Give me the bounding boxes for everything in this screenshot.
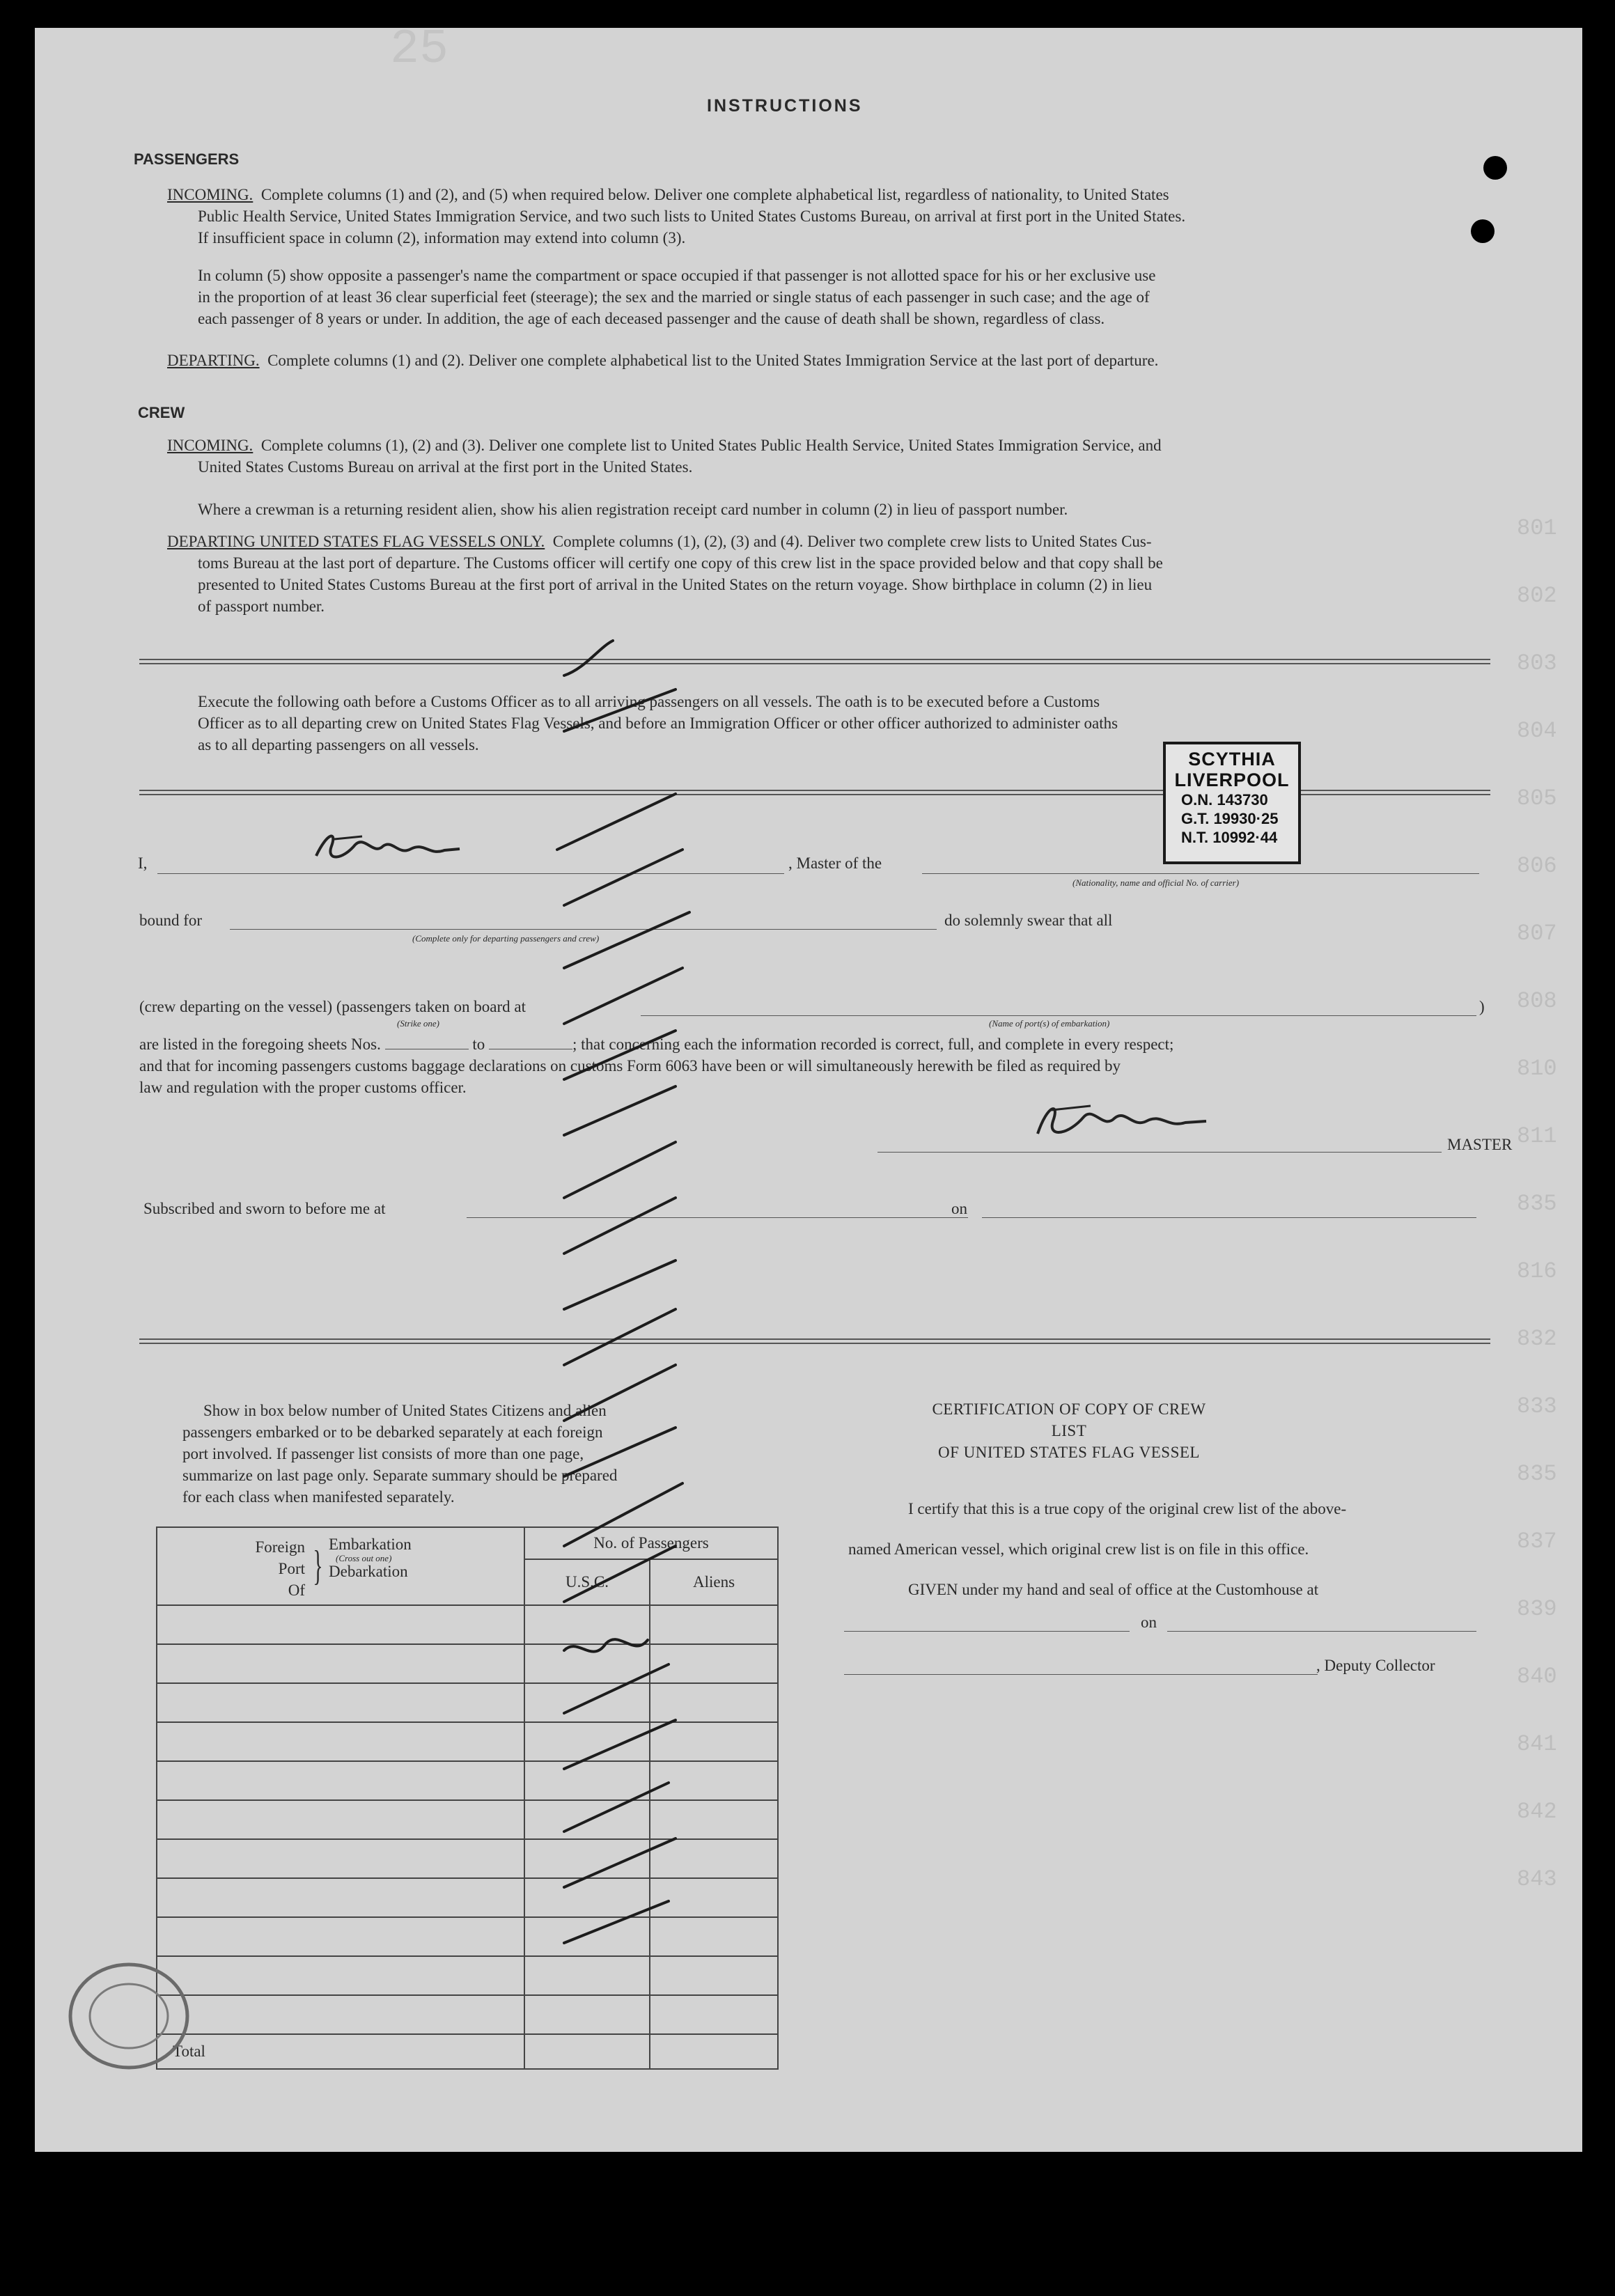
- margin-number: 811: [1517, 1123, 1557, 1149]
- margin-number: 808: [1517, 988, 1557, 1014]
- foreign-label: Foreign: [255, 1538, 305, 1556]
- nationality-caption: (Nationality, name and official No. of carrier): [1072, 877, 1240, 888]
- swear-label: do solemnly swear that all: [944, 912, 1113, 929]
- margin-number-column: [1517, 515, 1579, 1892]
- debarkation-label: Debarkation: [329, 1563, 408, 1580]
- margin-number: 803: [1517, 650, 1557, 676]
- passengers-departing-paragraph: [167, 350, 1490, 371]
- crew-incoming-label: INCOMING.: [167, 437, 253, 454]
- master-of-label: , Master of the: [788, 854, 882, 872]
- bound-for-label: bound for: [139, 912, 203, 929]
- no-passengers-label: No. of Passengers: [525, 1528, 777, 1560]
- certification-line: named American vessel, which original crew list is on file in this office.: [848, 1540, 1309, 1558]
- crew-departing-label: DEPARTING UNITED STATES FLAG VESSELS ONLY.: [167, 533, 545, 550]
- passengers-incoming-line: Complete columns (1) and (2), and (5) when required below. Deliver one complete alphabetical list, regardless of nationality, to United States: [260, 186, 1169, 203]
- crew-departing-line: of passport number.: [198, 598, 325, 615]
- margin-number: 806: [1517, 853, 1557, 879]
- subscribed-date-line: [982, 1217, 1476, 1218]
- oath-intro-line: Execute the following oath before a Customs Officer as to all arriving passengers on all vessels. The oath is to be executed before a Customs: [198, 693, 1100, 710]
- crew-incoming-line: United States Customs Bureau on arrival at the first port in the United States.: [198, 458, 693, 476]
- ditto-marks: [536, 620, 717, 2013]
- crew-incoming-line: Complete columns (1), (2) and (3). Deliver one complete list to United States Public Health Service, United States Immigration Service, and: [260, 437, 1162, 454]
- crew-departing-line: toms Bureau at the last port of departure. The Customs officer will certify one copy of this crew list in the space provided below and that copy shall be: [198, 554, 1163, 572]
- passengers-column5-line: In column (5) show opposite a passenger's name the compartment or space occupied if that passenger is not allotted space for his or her exclusive use: [198, 267, 1156, 284]
- margin-number: 835: [1517, 1461, 1557, 1487]
- stamp-net-tonnage: N.T. 10992·44: [1181, 829, 1278, 846]
- margin-number: 843: [1517, 1866, 1557, 1892]
- listed-line: and that for incoming passengers customs baggage declarations on customs Form 6063 have been or will simultaneously herewith be filed as required by: [139, 1057, 1121, 1075]
- certification-date-line: [1167, 1631, 1476, 1632]
- margin-number: 805: [1517, 786, 1557, 811]
- master-signature-line: [877, 1152, 1442, 1153]
- master-signature: [306, 825, 467, 874]
- of-label: Of: [288, 1582, 305, 1599]
- master-label: MASTER: [1447, 1136, 1513, 1153]
- subscribed-label: Subscribed and sworn to before me at: [143, 1200, 386, 1217]
- crew-incoming-paragraph: [167, 435, 1490, 478]
- stamp-port: LIVERPOOL: [1174, 770, 1290, 790]
- deputy-collector-line: [844, 1674, 1318, 1675]
- margin-number: 802: [1517, 583, 1557, 609]
- certification-heading-line: OF UNITED STATES FLAG VESSEL: [938, 1444, 1200, 1461]
- certification-line: I certify that this is a true copy of the original crew list of the above-: [908, 1500, 1347, 1517]
- margin-number: 816: [1517, 1258, 1557, 1284]
- aliens-label: Aliens: [692, 1573, 735, 1591]
- margin-number: 810: [1517, 1056, 1557, 1081]
- port-label: Port: [278, 1560, 305, 1577]
- passengers-departing-text: Complete columns (1) and (2). Deliver one complete alphabetical list to the United States Immigration Service at the last port of departure.: [267, 352, 1159, 369]
- ports-caption: (Name of port(s) of embarkation): [989, 1018, 1110, 1029]
- passengers-departing-label: DEPARTING.: [167, 352, 260, 369]
- margin-number: 801: [1517, 515, 1557, 541]
- section-divider: [139, 1343, 1490, 1344]
- margin-number: 840: [1517, 1664, 1557, 1689]
- carrier-line: [922, 873, 1479, 874]
- stamp-official-number: O.N. 143730: [1181, 791, 1268, 809]
- listed-line: law and regulation with the proper customs officer.: [139, 1079, 467, 1096]
- strike-one-caption: (Strike one): [397, 1018, 440, 1029]
- margin-number: 839: [1517, 1596, 1557, 1622]
- passengers-column5-line: in the proportion of at least 36 clear superficial feet (steerage); the sex and the married or single status of each passenger in such case; and the age of: [198, 288, 1150, 306]
- section-divider: [139, 659, 1490, 660]
- margin-number: 832: [1517, 1326, 1557, 1352]
- oath-intro-line: Officer as to all departing crew on United States Flag Vessels, and before an Immigration Officer or other officer authorized to administer oaths: [198, 714, 1118, 732]
- oath-intro-line: as to all departing passengers on all vessels.: [198, 736, 479, 753]
- certification-heading: [919, 1398, 1219, 1463]
- summary-intro-line: port involved. If passenger list consists of more than one page,: [182, 1445, 584, 1462]
- postmark-stamp: [63, 1957, 195, 2075]
- margin-number: 804: [1517, 718, 1557, 744]
- bound-for-caption: (Complete only for departing passengers and crew): [412, 933, 600, 944]
- passengers-incoming-paragraph: [167, 184, 1490, 249]
- certification-heading-line: CERTIFICATION OF COPY OF CREW LIST: [932, 1400, 1206, 1439]
- close-paren: ): [1479, 998, 1485, 1015]
- margin-number: 807: [1517, 921, 1557, 946]
- summary-intro-line: for each class when manifested separately.: [182, 1488, 455, 1506]
- certification-given: GIVEN under my hand and seal of office at the Customhouse at: [908, 1581, 1319, 1598]
- summary-total-row: [157, 2034, 778, 2069]
- passengers-incoming-line: If insufficient space in column (2), information may extend into column (3).: [198, 229, 686, 247]
- cross-out-caption: (Cross out one): [336, 1553, 392, 1563]
- ports-line: [641, 1015, 1476, 1016]
- passengers-heading: PASSENGERS: [134, 150, 240, 168]
- section-divider: [139, 1338, 1490, 1340]
- certification-on-label: on: [1141, 1614, 1157, 1631]
- margin-number: 833: [1517, 1393, 1557, 1419]
- crew-heading: CREW: [138, 404, 185, 421]
- certification-text: [848, 1489, 1489, 1610]
- crew-departing-paragraph: [167, 531, 1490, 617]
- passengers-incoming-label: INCOMING.: [167, 186, 253, 203]
- page-title: INSTRUCTIONS: [707, 96, 863, 116]
- ship-registry-stamp: [1163, 742, 1301, 864]
- margin-number: 835: [1517, 1191, 1557, 1217]
- customhouse-line: [844, 1631, 1130, 1632]
- crew-alien-paragraph: Where a crewman is a returning resident alien, show his alien registration receipt card number in column (2) in lieu of passport number.: [198, 501, 1068, 518]
- crew-departing-line: Complete columns (1), (2), (3) and (4). Deliver two complete crew lists to United States Cus-: [552, 533, 1152, 550]
- summary-intro-line: passengers embarked or to be debarked separately at each foreign: [182, 1423, 603, 1441]
- subscribed-on-label: on: [951, 1200, 967, 1217]
- document-page: [35, 28, 1582, 2152]
- summary-intro-line: Show in box below number of United States Citizens and alien: [203, 1402, 607, 1419]
- master-signature-2: [1024, 1093, 1233, 1149]
- punch-hole-top: [1483, 156, 1507, 180]
- listed-to-label: to: [472, 1036, 485, 1053]
- usc-label: U.S.C.: [525, 1560, 650, 1604]
- deputy-collector-label: , Deputy Collector: [1316, 1657, 1435, 1674]
- passengers-column5-line: each passenger of 8 years or under. In addition, the age of each deceased passenger and the cause of death shall be shown, regardless of class.: [198, 310, 1105, 327]
- summary-intro-line: summarize on last page only. Separate summary should be prepared: [182, 1467, 618, 1484]
- margin-number: 842: [1517, 1799, 1557, 1825]
- port-header-cell: Foreign Port Of } Embarkation (Cross out one) Debarkation: [157, 1527, 524, 1605]
- total-label: Total: [157, 2034, 524, 2069]
- passengers-column5-paragraph: [198, 265, 1493, 329]
- listed-paragraph: [139, 1033, 1490, 1098]
- embarkation-label: Embarkation: [329, 1536, 412, 1553]
- bleed-through-stamp: 25: [390, 28, 449, 77]
- passengers-incoming-line: Public Health Service, United States Immigration Service, and two such lists to United States Customs Bureau, on arrival at first port in the United States.: [198, 208, 1186, 225]
- listed-label: are listed in the foregoing sheets Nos.: [139, 1036, 381, 1053]
- margin-number: 837: [1517, 1529, 1557, 1554]
- listed-text: ; that concerning each the information recorded is correct, full, and complete in every respect;: [572, 1036, 1174, 1053]
- crew-departing-label: (crew departing on the vessel) (passengers taken on board at: [139, 998, 526, 1015]
- stamp-gross-tonnage: G.T. 19930·25: [1181, 810, 1279, 827]
- section-divider: [139, 663, 1490, 664]
- oath-i-label: I,: [138, 854, 148, 872]
- stamp-ship-name: SCYTHIA: [1188, 749, 1276, 770]
- margin-number: 841: [1517, 1731, 1557, 1757]
- crew-departing-line: presented to United States Customs Bureau at the first port of arrival in the United States on the return voyage. Show birthplace in column (2) in lieu: [198, 576, 1153, 593]
